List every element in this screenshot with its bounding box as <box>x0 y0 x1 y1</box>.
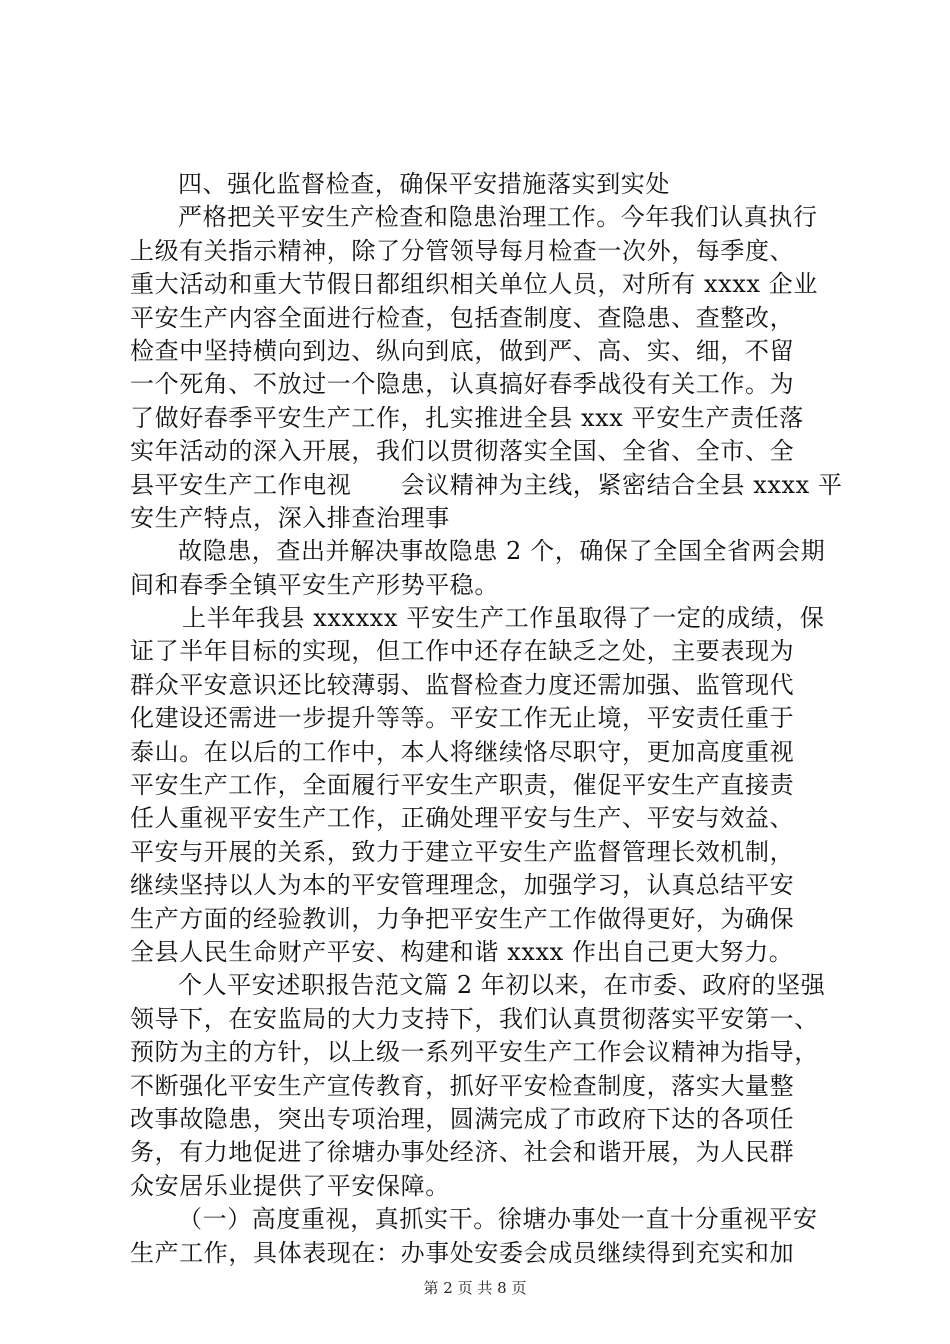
paragraph-line: 重大活动和重大节假日都组织相关单位人员，对所有 xxxx 企业 <box>130 270 818 299</box>
paragraph-line: 了做好春季平安生产工作，扎实推进全县 xxx 平安生产责任落 <box>130 403 804 432</box>
paragraph-line: 县平安生产工作电视 会议精神为主线，紧密结合全县 xxxx 平 <box>130 470 843 499</box>
page-number-footer: 第 2 页 共 8 页 <box>423 1279 527 1297</box>
paragraph-line: 改事故隐患，突出专项治理，圆满完成了市政府下达的各项任 <box>130 1104 795 1133</box>
section-heading: 四、强化监督检查，确保平安措施落实到实处 <box>178 170 670 198</box>
paragraph-line: 严格把关平安生产检查和隐患治理工作。今年我们认真执行 <box>178 203 818 232</box>
paragraph-line: 间和春季全镇平安生产形势平稳。 <box>130 570 499 599</box>
paragraph-line: 任人重视平安生产工作，正确处理平安与生产、平安与效益、 <box>130 804 795 833</box>
paragraph-line: 平安生产内容全面进行检查，包括查制度、查隐患、查整改， <box>130 303 795 332</box>
paragraph-line: 一个死角、不放过一个隐患，认真搞好春季战役有关工作。为 <box>130 370 795 399</box>
paragraph-line: 上半年我县 xxxxxx 平安生产工作虽取得了一定的成绩，保 <box>182 604 825 633</box>
paragraph-line: 平安生产工作，全面履行平安生产职责，催促平安生产直接责 <box>130 771 795 800</box>
paragraph-line: 个人平安述职报告范文篇 2 年初以来，在市委、政府的坚强 <box>178 971 826 1000</box>
paragraph-line: 全县人民生命财产平安、构建和谐 xxxx 作出自己更大努力。 <box>130 937 794 966</box>
paragraph-line: 故隐患，查出并解决事故隐患 2 个，确保了全国全省两会期 <box>178 537 826 566</box>
paragraph-line: 不断强化平安生产宣传教育，抓好平安检查制度，落实大量整 <box>130 1071 795 1100</box>
paragraph-line: （一）高度重视，真抓实干。徐塘办事处一直十分重视平安 <box>178 1205 818 1234</box>
paragraph-line: 生产方面的经验教训，力争把平安生产工作做得更好，为确保 <box>130 904 795 933</box>
paragraph-line: 平安与开展的关系，致力于建立平安生产监督管理长效机制， <box>130 837 795 866</box>
paragraph-line: 群众平安意识还比较薄弱、监督检查力度还需加强、监管现代 <box>130 670 795 699</box>
paragraph-line: 实年活动的深入开展，我们以贯彻落实全国、全省、全市、全 <box>130 437 795 466</box>
paragraph-line: 继续坚持以人为本的平安管理理念，加强学习，认真总结平安 <box>130 871 795 900</box>
paragraph-line: 预防为主的方针，以上级一系列平安生产工作会议精神为指导， <box>130 1038 819 1067</box>
paragraph-line: 化建设还需进一步提升等等。平安工作无止境，平安责任重于 <box>130 704 795 733</box>
paragraph-line: 检查中坚持横向到边、纵向到底，做到严、高、实、细，不留 <box>130 336 795 365</box>
paragraph-line: 安生产特点，深入排查治理事 <box>130 503 450 532</box>
paragraph-line: 务，有力地促进了徐塘办事处经济、社会和谐开展，为人民群 <box>130 1138 795 1167</box>
paragraph-line: 上级有关指示精神，除了分管领导每月检查一次外，每季度、 <box>130 236 795 265</box>
paragraph-line: 证了半年目标的实现，但工作中还存在缺乏之处，主要表现为 <box>130 637 795 666</box>
paragraph-line: 领导下，在安监局的大力支持下，我们认真贯彻落实平安第一、 <box>130 1004 819 1033</box>
document-body <box>130 168 843 1270</box>
paragraph-line: 生产工作，具体表现在：办事处安委会成员继续得到充实和加 <box>130 1238 795 1267</box>
paragraph-line: 泰山。在以后的工作中，本人将继续恪尽职守，更加高度重视 <box>130 737 795 766</box>
paragraph-line: 众安居乐业提供了平安保障。 <box>130 1171 450 1200</box>
